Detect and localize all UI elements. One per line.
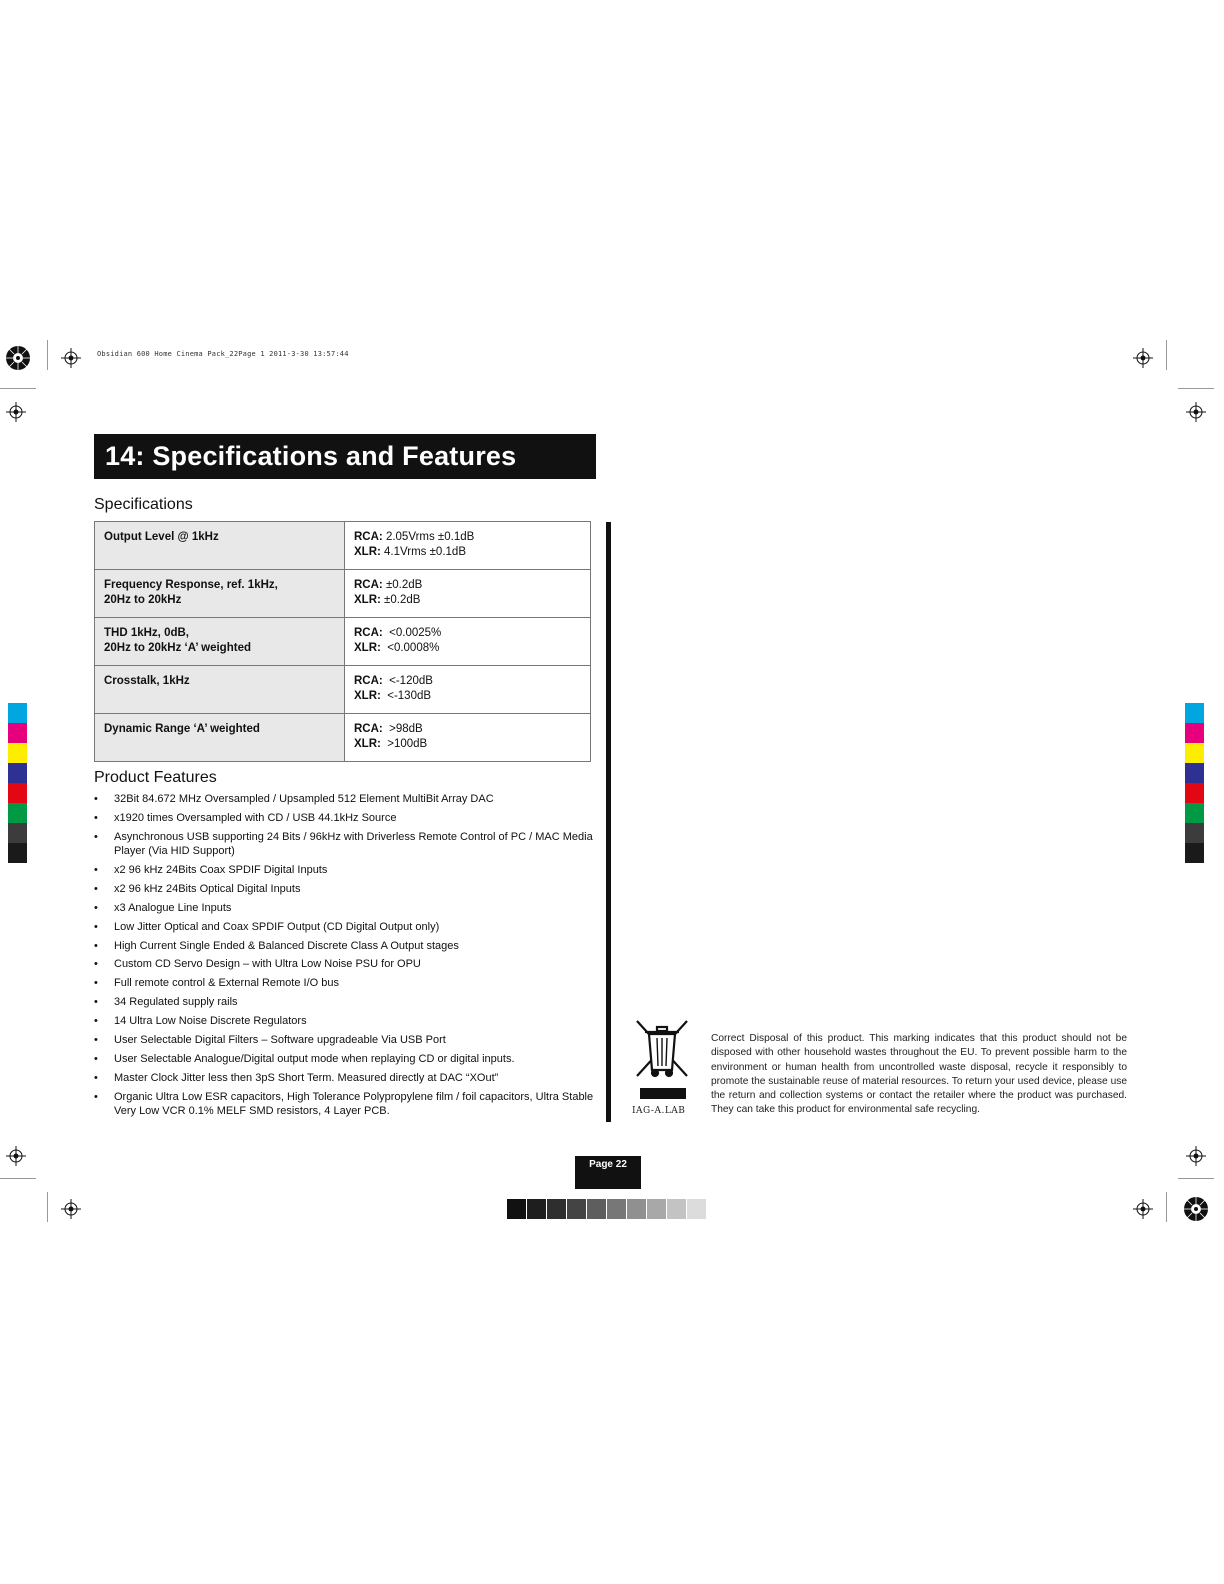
page-number: Page 22 xyxy=(575,1156,641,1189)
crosshair-icon xyxy=(1133,348,1153,368)
crosshair-icon xyxy=(1133,1199,1153,1219)
bullet-icon: • xyxy=(94,863,98,876)
feature-text: Asynchronous USB supporting 24 Bits / 96kHz with Driverless Remote Control of PC / MAC Media Player (Via HID Support) xyxy=(114,830,593,858)
color-swatch xyxy=(1185,743,1204,763)
gray-swatch xyxy=(587,1199,606,1219)
feature-text: Master Clock Jitter less then 3pS Short Term. Measured directly at DAC “XOut” xyxy=(114,1071,499,1084)
registration-wheel-icon xyxy=(1183,1196,1209,1222)
bullet-icon: • xyxy=(94,1015,98,1028)
specifications-table xyxy=(94,521,591,762)
spec-label-line1: Output Level @ 1kHz xyxy=(104,531,219,543)
spec-channel-key: RCA: xyxy=(354,723,383,735)
feature-item xyxy=(94,1090,599,1119)
spec-row xyxy=(95,618,591,666)
spec-channel-value: 4.1Vrms ±0.1dB xyxy=(380,545,466,558)
spec-row xyxy=(95,714,591,762)
spec-label-line2: 20Hz to 20kHz ‘A’ weighted xyxy=(104,641,251,654)
crop-mark xyxy=(1178,388,1214,389)
feature-text: Organic Ultra Low ESR capacitors, High Tolerance Polypropylene film / foil capacitors, Ultra Stable Very Low VCR 0.1% MELF SMD resistors, 4 Layer PCB. xyxy=(114,1090,594,1117)
spec-channel-key: RCA: xyxy=(354,579,383,591)
crop-mark xyxy=(1166,1192,1167,1222)
spec-label xyxy=(95,618,345,666)
spec-value xyxy=(345,666,591,714)
column-divider xyxy=(606,522,611,1122)
gray-swatch xyxy=(667,1199,686,1219)
crop-mark xyxy=(47,340,48,370)
spec-value xyxy=(345,522,591,570)
spec-channel-key: RCA: xyxy=(354,531,383,543)
color-swatch xyxy=(1185,803,1204,823)
gray-swatch xyxy=(547,1199,566,1219)
color-swatch xyxy=(1185,723,1204,743)
bullet-icon: • xyxy=(94,793,98,805)
spec-channel-key: RCA: xyxy=(354,627,383,639)
gray-swatch xyxy=(647,1199,666,1219)
spec-channel-value: >100dB xyxy=(380,737,428,750)
feature-text: High Current Single Ended & Balanced Discrete Class A Output stages xyxy=(114,939,459,952)
crop-mark xyxy=(0,388,36,389)
feature-text: x2 96 kHz 24Bits Coax SPDIF Digital Inputs xyxy=(114,863,328,876)
spec-value xyxy=(345,570,591,618)
spec-channel-key: RCA: xyxy=(354,675,383,687)
feature-text: x3 Analogue Line Inputs xyxy=(114,901,232,914)
crop-mark xyxy=(1178,1178,1214,1179)
crosshair-icon xyxy=(61,348,81,368)
crosshair-icon xyxy=(1186,1146,1206,1166)
section-title: 14: Specifications and Features xyxy=(94,434,596,479)
color-bar-left xyxy=(8,703,27,863)
bullet-icon: • xyxy=(94,882,98,895)
crosshair-icon xyxy=(1186,402,1206,422)
feature-text: User Selectable Digital Filters – Software upgradeable Via USB Port xyxy=(114,1033,446,1046)
crop-mark xyxy=(0,1178,36,1179)
spec-row xyxy=(95,522,591,570)
spec-channel-value: <-130dB xyxy=(380,689,432,702)
color-swatch xyxy=(1185,783,1204,803)
bullet-icon: • xyxy=(94,939,98,952)
gray-swatch xyxy=(507,1199,526,1219)
color-swatch xyxy=(8,743,27,763)
registration-wheel-icon xyxy=(5,345,31,371)
gray-swatch xyxy=(567,1199,586,1219)
feature-item xyxy=(94,901,599,915)
crop-mark xyxy=(47,1192,48,1222)
feature-text: 32Bit 84.672 MHz Oversampled / Upsampled 512 Element MultiBit Array DAC xyxy=(114,793,494,805)
gray-swatch xyxy=(627,1199,646,1219)
color-swatch xyxy=(1185,703,1204,723)
spec-channel-value: 2.05Vrms ±0.1dB xyxy=(382,531,475,543)
spec-channel-key: XLR: xyxy=(354,641,381,654)
bullet-icon: • xyxy=(94,920,98,933)
feature-text: 14 Ultra Low Noise Discrete Regulators xyxy=(114,1015,307,1028)
gray-swatch xyxy=(687,1199,706,1219)
spec-label-line1: Dynamic Range ‘A’ weighted xyxy=(104,723,260,735)
spec-channel-value: ±0.2dB xyxy=(380,593,421,606)
feature-text: x1920 times Oversampled with CD / USB 44.1kHz Source xyxy=(114,811,397,824)
feature-text: Full remote control & External Remote I/O bus xyxy=(114,977,339,990)
spec-row xyxy=(95,666,591,714)
spec-label xyxy=(95,714,345,762)
weee-crossed-bin-icon xyxy=(633,1018,691,1102)
bullet-icon: • xyxy=(94,1052,98,1065)
crop-mark xyxy=(1166,340,1167,370)
feature-item xyxy=(94,1071,599,1085)
bullet-icon: • xyxy=(94,830,98,843)
spec-channel-key: XLR: xyxy=(354,545,381,558)
feature-item xyxy=(94,1033,599,1047)
spec-label xyxy=(95,522,345,570)
spec-label xyxy=(95,666,345,714)
bullet-icon: • xyxy=(94,958,98,971)
color-swatch xyxy=(8,703,27,723)
feature-text: x2 96 kHz 24Bits Optical Digital Inputs xyxy=(114,882,301,895)
feature-text: Custom CD Servo Design – with Ultra Low Noise PSU for OPU xyxy=(114,958,421,971)
color-swatch xyxy=(8,723,27,743)
feature-item xyxy=(94,939,599,953)
spec-channel-value: ±0.2dB xyxy=(382,579,423,591)
color-bar-right xyxy=(1185,703,1204,863)
spec-label xyxy=(95,570,345,618)
spec-value xyxy=(345,618,591,666)
feature-item xyxy=(94,792,599,806)
color-swatch xyxy=(1185,843,1204,863)
bullet-icon: • xyxy=(94,1090,98,1103)
feature-text: Low Jitter Optical and Coax SPDIF Output (CD Digital Output only) xyxy=(114,920,440,933)
spec-channel-value: <0.0008% xyxy=(380,641,440,654)
disposal-notice: Correct Disposal of this product. This marking indicates that this product should not be disposed with other household wastes throughout the EU. To prevent possible harm to the environment or human health from uncontrolled waste disposal, recycle it responsibly to promote the sustainable reuse of material resources. To return your used device, please use the return and collection systems or contact the retailer where the product was purchased. They can take this product for environmental safe recycling. xyxy=(711,1033,1127,1116)
feature-item xyxy=(94,976,599,990)
feature-item xyxy=(94,1052,599,1066)
spec-row xyxy=(95,570,591,618)
spec-value xyxy=(345,714,591,762)
features-heading: Product Features xyxy=(94,769,217,786)
gray-swatch xyxy=(527,1199,546,1219)
feature-item xyxy=(94,863,599,877)
color-swatch xyxy=(1185,763,1204,783)
feature-item xyxy=(94,920,599,934)
spec-label-line1: Frequency Response, ref. 1kHz, xyxy=(104,579,278,591)
bullet-icon: • xyxy=(94,977,98,990)
features-list xyxy=(94,792,599,1123)
spec-channel-value: <0.0025% xyxy=(382,627,442,639)
spec-channel-key: XLR: xyxy=(354,689,381,702)
color-swatch xyxy=(1185,823,1204,843)
feature-item xyxy=(94,830,599,859)
feature-item xyxy=(94,811,599,825)
spec-label-line2: 20Hz to 20kHz xyxy=(104,593,182,606)
spec-label-line1: Crosstalk, 1kHz xyxy=(104,675,190,687)
print-slug: Obsidian 600 Home Cinema Pack_22Page 1 2011-3-30 13:57:44 xyxy=(97,350,349,358)
color-swatch xyxy=(8,803,27,823)
specifications-heading: Specifications xyxy=(94,496,193,513)
spec-channel-key: XLR: xyxy=(354,593,381,606)
bullet-icon: • xyxy=(94,1071,98,1084)
gray-swatch xyxy=(607,1199,626,1219)
bullet-icon: • xyxy=(94,901,98,914)
spec-channel-value: <-120dB xyxy=(382,675,433,687)
color-swatch xyxy=(8,823,27,843)
crosshair-icon xyxy=(6,402,26,422)
brand-label: IAG-A.LAB xyxy=(632,1106,686,1116)
crosshair-icon xyxy=(6,1146,26,1166)
bullet-icon: • xyxy=(94,996,98,1009)
color-swatch xyxy=(8,843,27,863)
spec-channel-key: XLR: xyxy=(354,737,381,750)
feature-text: 34 Regulated supply rails xyxy=(114,996,238,1009)
feature-item xyxy=(94,995,599,1009)
spec-channel-value: >98dB xyxy=(382,723,423,735)
feature-item xyxy=(94,882,599,896)
bullet-icon: • xyxy=(94,1033,98,1046)
feature-text: User Selectable Analogue/Digital output mode when replaying CD or digital inputs. xyxy=(114,1052,515,1065)
color-swatch xyxy=(8,783,27,803)
feature-item xyxy=(94,957,599,971)
feature-item xyxy=(94,1014,599,1028)
bullet-icon: • xyxy=(94,811,98,824)
crosshair-icon xyxy=(61,1199,81,1219)
spec-label-line1: THD 1kHz, 0dB, xyxy=(104,627,189,639)
color-swatch xyxy=(8,763,27,783)
